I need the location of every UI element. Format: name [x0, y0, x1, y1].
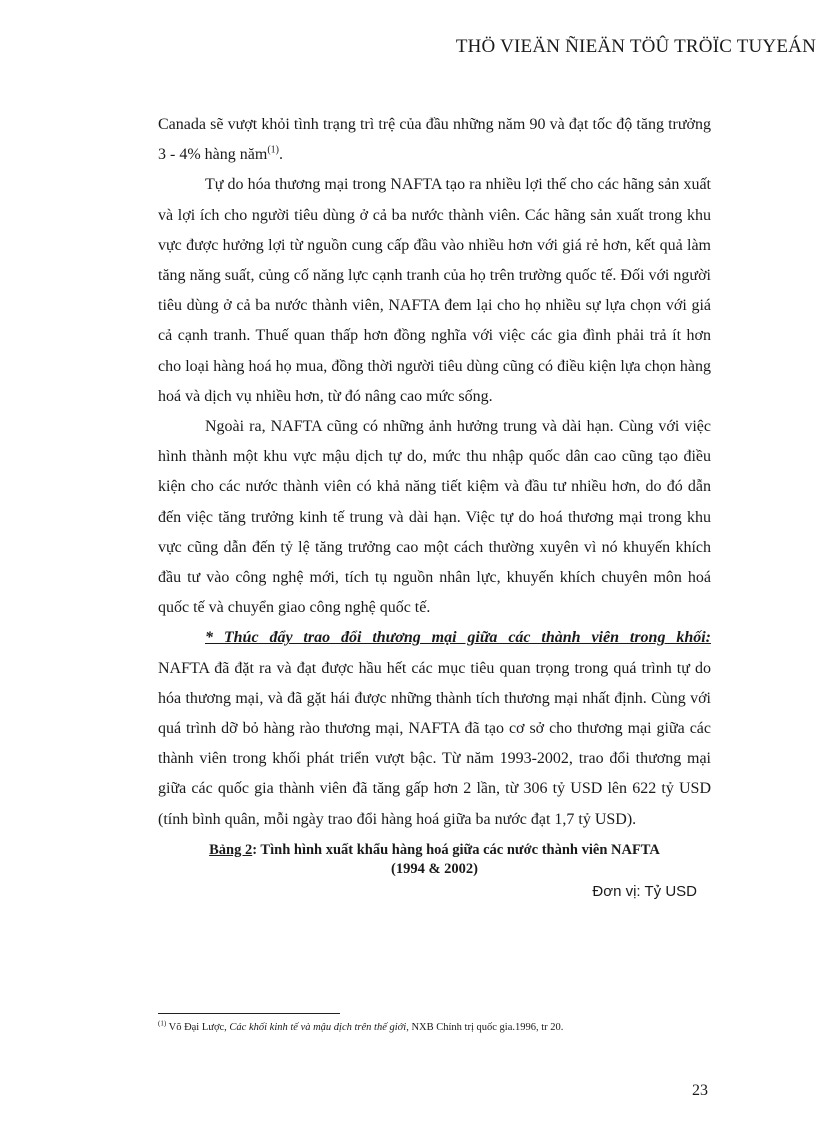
paragraph-1	[158, 110, 711, 170]
paragraph-1-text: Canada sẽ vượt khỏi tình trạng trì trệ của đầu những năm 90 và đạt tốc độ tăng trưởng 3 - 4% hàng năm	[158, 116, 711, 164]
paragraph-2: Tự do hóa thương mại trong NAFTA tạo ra nhiều lợi thế cho các hãng sản xuất và lợi ích cho người tiêu dùng ở cả ba nước thành viên. Các hãng sản xuất trong khu vực được hưởng lợi từ nguồn cung cấp đầu vào nhiều hơn với giá rẻ hơn, kết quả làm tăng năng suất, củng cố năng lực cạnh tranh của họ trên trường quốc tế. Đối với người tiêu dùng ở cả ba nước thành viên, NAFTA đem lại cho họ nhiều sự lựa chọn với giá cả cạnh tranh. Thuế quan thấp hơn đồng nghĩa với việc các gia đình phải trả ít hơn cho loại hàng hoá họ mua, đồng thời người tiêu dùng cũng có điều kiện lựa chọn hàng hoá và dịch vụ nhiều hơn, từ đó nâng cao mức sống.	[158, 176, 711, 405]
table-caption-text: : Tình hình xuất khẩu hàng hoá giữa các nước thành viên NAFTA	[252, 841, 660, 858]
paragraph-3: Ngoài ra, NAFTA cũng có những ảnh hưởng trung và dài hạn. Cùng với việc hình thành một khu vực mậu dịch tự do, mức thu nhập quốc dân cao cũng tạo điều kiện cho các nước thành viên có khả năng tiết kiệm và đầu tư nhiều hơn, do đó dẫn đến việc tăng trưởng kinh tế trung và dài hạn. Việc tự do hoá thương mại trong khu vực cũng dẫn đến tỷ lệ tăng trưởng cao một cách thường xuyên vì nó khuyến khích đầu tư vào công nghệ mới, tích tụ nguồn nhân lực, khuyến khích chuyên môn hoá quốc tế và chuyển giao công nghệ quốc tế.	[158, 418, 711, 617]
running-header: THÖ VIEÄN ÑIEÄN TÖÛ TRÖÏC TUYEÁN	[455, 36, 816, 57]
footnote-title: Các khối kinh tế và mậu dịch trên thế giới	[229, 1022, 407, 1033]
footnote-rest: , NXB Chính trị quốc gia.1996, tr 20.	[406, 1022, 564, 1033]
page-body	[158, 110, 711, 905]
table-unit: Đơn vị: Tỷ USD	[592, 882, 697, 900]
footnote-reference[interactable]: (1)	[267, 144, 279, 156]
section-heading: * Thúc đẩy trao đổi thương mại giữa các thành viên trong khối:	[205, 629, 711, 647]
footnote	[158, 1021, 718, 1035]
table-caption-line	[158, 841, 711, 860]
page-number: 23	[692, 1082, 708, 1099]
paragraph-1-end: .	[278, 146, 283, 164]
footnote-author: Võ Đại Lược,	[168, 1022, 230, 1033]
table-caption-years: (1994 & 2002)	[391, 860, 478, 877]
table-caption	[158, 841, 711, 879]
paragraph-4: NAFTA đã đặt ra và đạt được hầu hết các mục tiêu quan trọng trong quá trình tự do hóa thương mại, và đã gặt hái được những thành tích thương mại nhất định. Cùng với quá trình dỡ bỏ hàng rào thương mại, NAFTA đã tạo cơ sở cho thương mại giữa các thành viên trong khối phát triển vượt bậc. Từ năm 1993-2002, trao đổi thương mại giữa các quốc gia thành viên đã tăng gấp hơn 2 lần, từ 306 tỷ USD lên 622 tỷ USD (tính bình quân, mỗi ngày trao đổi hàng hoá giữa ba nước đạt 1,7 tỷ USD).	[158, 659, 711, 828]
table-label: Bảng 2	[209, 841, 253, 858]
footnote-divider	[158, 1013, 340, 1014]
footnote-marker: (1)	[158, 1019, 167, 1028]
